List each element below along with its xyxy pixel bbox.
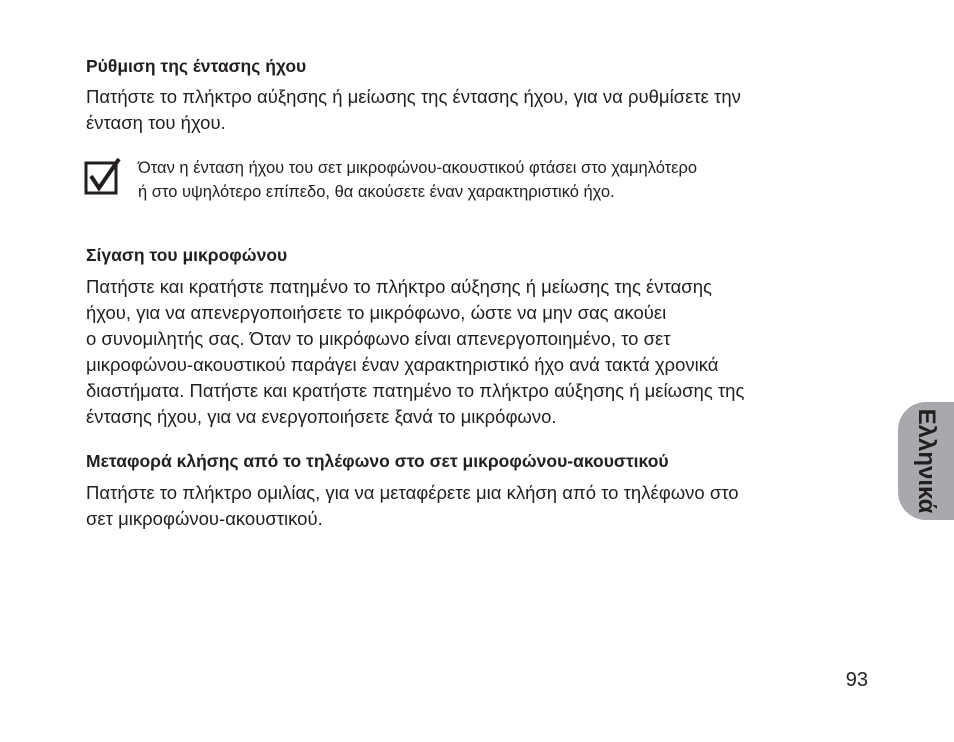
page-number: 93	[845, 669, 868, 691]
language-side-tab	[898, 402, 954, 520]
section-text-volume: Πατήστε το πλήκτρο αύξησης ή μείωσης της έντασης ήχου, για να ρυθμίσετε την ένταση του ήχου.	[86, 86, 741, 133]
language-tab-label: Ελληνικά	[913, 408, 940, 514]
checkmark-box-icon	[84, 157, 122, 195]
section-text-mute: Πατήστε και κρατήστε πατημένο το πλήκτρο αύξησης ή μείωσης της έντασης ήχου, για να απενεργοποιήσετε το μικρόφωνο, ώστε να μην σας ακούει ο συνομιλητής σας. Όταν το μικρόφωνο είναι απενεργοποιημένο, το σετ μικροφώνου-ακουστικού παράγει έναν χαρακτηριστικό ήχο ανά τακτά χρονικά διαστήματα. Πατήστε και κρατήστε πατημένο το πλήκτρο αύξησης ή μείωσης της έντασης ήχου, για να ενεργοποιήσετε ξανά το μικρόφωνο.	[86, 276, 745, 427]
section-heading-mute: Σίγαση του μικροφώνου	[86, 245, 288, 265]
section-text-transfer: Πατήστε το πλήκτρο ομιλίας, για να μεταφέρετε μια κλήση από το τηλέφωνο στο σετ μικροφώνου-ακουστικού.	[86, 482, 739, 529]
note-text: Όταν η ένταση ήχου του σετ μικροφώνου-ακουστικού φτάσει στο χαμηλότερο ή στο υψηλότερο επίπεδο, θα ακούσετε έναν χαρακτηριστικό ήχο.	[138, 159, 698, 201]
section-heading-transfer: Μεταφορά κλήσης από το τηλέφωνο στο σετ μικροφώνου-ακουστικού	[86, 451, 669, 471]
section-heading-volume: Ρύθμιση της έντασης ήχου	[86, 56, 307, 76]
